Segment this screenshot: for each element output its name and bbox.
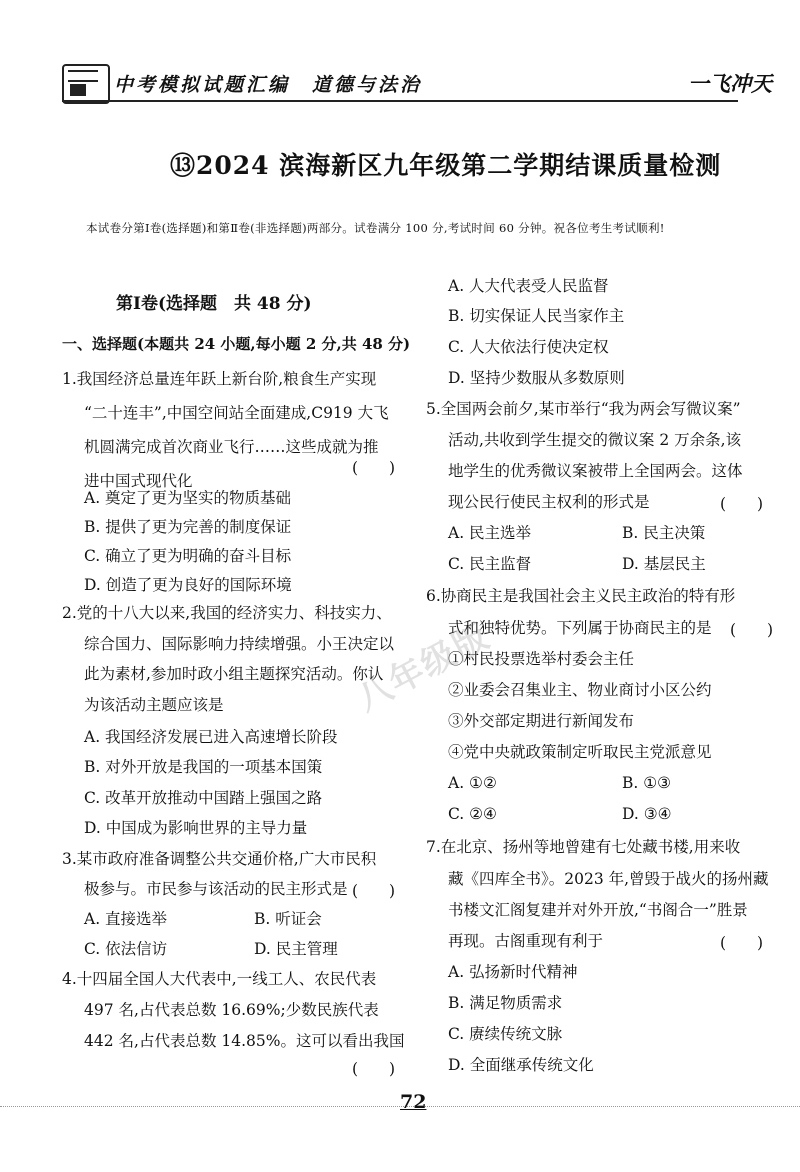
q6-option-c: C. ②④ — [448, 805, 497, 823]
q4-stem-line: 497 名,占代表总数 16.69%;少数民族代表 — [84, 1001, 379, 1019]
q2-stem-line: 此为素材,参加时政小组主题探究活动。你认 — [84, 665, 384, 683]
q7-stem-line: 书楼文汇阁复建并对外开放,“书阁合一”胜景 — [448, 901, 748, 919]
q2-option-c: C. 改革开放推动中国踏上强国之路 — [84, 789, 323, 807]
answer-blank: ( ) — [720, 495, 764, 513]
section-heading: 第Ⅰ卷(选择题 共 48 分) — [116, 294, 312, 314]
q6-stem-line: 6.协商民主是我国社会主义民主政治的特有形 — [426, 587, 736, 605]
q4-stem-line: 4.十四届全国人大代表中,一线工人、农民代表 — [62, 970, 377, 988]
q1-stem-line: 1.我国经济总量连年跃上新台阶,粮食生产实现 — [62, 370, 377, 388]
q6-item-1: ①村民投票选举村委会主任 — [448, 650, 635, 668]
exam-instructions: 本试卷分第Ⅰ卷(选择题)和第Ⅱ卷(非选择题)两部分。试卷满分 100 分,考试时间 60 分钟。祝各位考生考试顺利! — [86, 221, 665, 235]
q2-stem-line: 为该活动主题应该是 — [84, 696, 224, 714]
q7-stem-line: 藏《四库全书》。2023 年,曾毁于战火的扬州藏 — [448, 870, 769, 888]
q7-stem-line: 再现。古阁重现有利于 — [448, 932, 604, 950]
q2-option-a: A. 我国经济发展已进入高速增长阶段 — [84, 728, 338, 746]
watermark-stamp: 八年级版 — [350, 616, 497, 720]
q5-option-c: C. 民主监督 — [448, 555, 532, 573]
q6-item-3: ③外交部定期进行新闻发布 — [448, 712, 635, 730]
q6-item-4: ④党中央就政策制定听取民主党派意见 — [448, 743, 712, 761]
answer-blank: ( ) — [352, 459, 396, 477]
q5-option-d: D. 基层民主 — [622, 555, 706, 573]
header-rule — [62, 100, 738, 102]
q3-stem-line: 3.某市政府准备调整公共交通价格,广大市民积 — [62, 850, 377, 868]
q1-stem-line: 进中国式现代化 — [84, 472, 193, 490]
q4-option-d: D. 坚持少数服从多数原则 — [448, 369, 625, 387]
q2-stem-line: 2.党的十八大以来,我国的经济实力、科技实力、 — [62, 604, 392, 622]
answer-blank: ( ) — [720, 934, 764, 952]
q1-stem-line: 机圆满完成首次商业飞行……这些成就为推 — [84, 438, 379, 456]
q4-option-c: C. 人大依法行使决定权 — [448, 338, 609, 356]
q3-option-d: D. 民主管理 — [254, 940, 338, 958]
q5-stem-line: 地学生的优秀微议案被带上全国两会。这体 — [448, 462, 743, 480]
q3-option-a: A. 直接选举 — [84, 910, 168, 928]
answer-blank: ( ) — [352, 1060, 396, 1078]
q7-option-c: C. 赓续传统文脉 — [448, 1025, 563, 1043]
q6-stem-line: 式和独特优势。下列属于协商民主的是 — [448, 619, 712, 637]
q7-stem-line: 7.在北京、扬州等地曾建有七处藏书楼,用来收 — [426, 838, 741, 856]
q5-stem-line: 活动,共收到学生提交的微议案 2 万余条,该 — [448, 431, 742, 449]
q1-option-c: C. 确立了更为明确的奋斗目标 — [84, 547, 292, 565]
q1-option-d: D. 创造了更为良好的国际环境 — [84, 576, 292, 594]
answer-blank: ( ) — [730, 621, 774, 639]
q2-stem-line: 综合国力、国际影响力持续增强。小王决定以 — [84, 635, 395, 653]
q1-stem-line: “二十连丰”,中国空间站全面建成,C919 大飞 — [84, 404, 389, 422]
q5-stem-line: 现公民行使民主权利的形式是 — [448, 493, 650, 511]
q5-option-b: B. 民主决策 — [622, 524, 706, 542]
page-number: 72 — [400, 1091, 427, 1113]
part-heading: 一、选择题(本题共 24 小题,每小题 2 分,共 48 分) — [62, 335, 411, 353]
q6-option-d: D. ③④ — [622, 805, 672, 823]
q1-option-b: B. 提供了更为完善的制度保证 — [84, 518, 292, 536]
q6-item-2: ②业委会召集业主、物业商讨小区公约 — [448, 681, 712, 699]
q7-option-d: D. 全面继承传统文化 — [448, 1056, 594, 1074]
brand-name: 一飞冲天 — [688, 71, 772, 96]
q6-option-b: B. ①③ — [622, 774, 672, 792]
q2-option-b: B. 对外开放是我国的一项基本国策 — [84, 758, 323, 776]
q7-option-a: A. 弘扬新时代精神 — [448, 963, 578, 981]
q1-option-a: A. 奠定了更为坚实的物质基础 — [84, 489, 292, 507]
q7-option-b: B. 满足物质需求 — [448, 994, 563, 1012]
q3-stem-line: 极参与。市民参与该活动的民主形式是 — [84, 880, 348, 898]
q6-option-a: A. ①② — [448, 774, 497, 792]
q4-stem-line: 442 名,占代表总数 14.85%。这可以看出我国 — [84, 1032, 405, 1050]
paper-title: ⑬2024 滨海新区九年级第二学期结课质量检测 — [170, 151, 722, 180]
q4-option-b: B. 切实保证人民当家作主 — [448, 307, 625, 325]
q2-option-d: D. 中国成为影响世界的主导力量 — [84, 819, 308, 837]
answer-blank: ( ) — [352, 882, 396, 900]
q3-option-b: B. 听证会 — [254, 910, 322, 928]
running-header-title: 中考模拟试题汇编 道德与法治 — [114, 74, 423, 96]
book-logo-icon — [62, 64, 110, 104]
q5-stem-line: 5.全国两会前夕,某市举行“我为两会写微议案” — [426, 400, 741, 418]
q3-option-c: C. 依法信访 — [84, 940, 168, 958]
q5-option-a: A. 民主选举 — [448, 524, 532, 542]
q4-option-a: A. 人大代表受人民监督 — [448, 277, 609, 295]
